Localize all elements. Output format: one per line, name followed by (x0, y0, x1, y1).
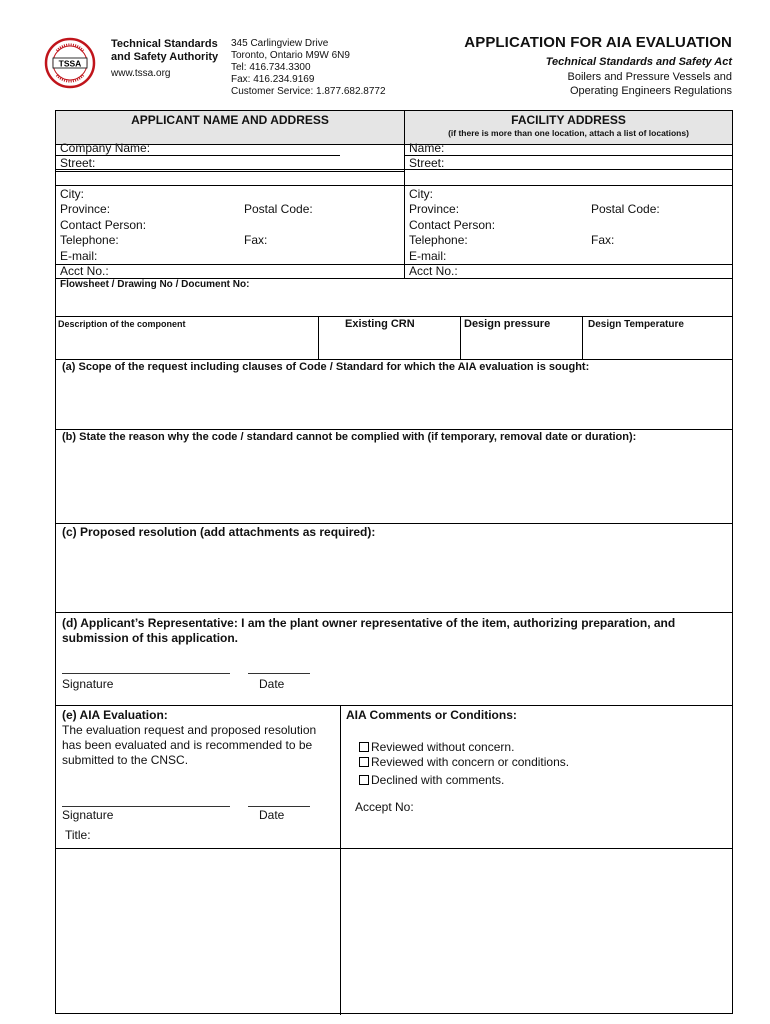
section-b-reason[interactable]: (b) State the reason why the code / standard cannot be complied with (if temporary, removal date or duration): (62, 431, 637, 443)
checkbox-icon[interactable] (359, 742, 369, 752)
facility-acct-no-field[interactable]: Acct No.: (409, 264, 458, 278)
design-pressure-header: Design pressure (464, 318, 551, 330)
facility-postal-code-field[interactable]: Postal Code: (591, 202, 660, 216)
option-reviewed-with-concern[interactable]: Reviewed with concern or conditions. (359, 755, 569, 769)
website-link[interactable]: www.tssa.org (111, 68, 171, 79)
postal-code-field[interactable]: Postal Code: (244, 202, 313, 216)
aia-comments-heading: AIA Comments or Conditions: (346, 708, 517, 722)
aia-date-label: Date (259, 808, 285, 822)
applicant-heading: APPLICANT NAME AND ADDRESS (131, 113, 329, 127)
accept-no-field[interactable]: Accept No: (355, 800, 414, 814)
applicant-signature-label: Signature (62, 677, 114, 691)
fax-field[interactable]: Fax: (244, 233, 268, 247)
aia-signature-line[interactable] (62, 806, 230, 807)
regulation-name: Boilers and Pressure Vessels and Operating Engineers Regulations (567, 71, 732, 97)
facility-heading: FACILITY ADDRESS (511, 113, 626, 127)
street-field[interactable]: Street: (60, 156, 96, 170)
section-d-line2: submission of this application. (62, 631, 239, 645)
facility-contact-person-field[interactable]: Contact Person: (409, 218, 496, 232)
tssa-logo (44, 37, 96, 89)
section-c-resolution[interactable]: (c) Proposed resolution (add attachments as required): (62, 525, 376, 539)
option-reviewed-without-concern[interactable]: Reviewed without concern. (359, 740, 514, 754)
section-d-line1: (d) Applicant’s Representative: I am the plant owner representative of the item, authorizing preparation, and (62, 616, 676, 630)
applicant-date-line[interactable] (248, 673, 310, 674)
design-temperature-header: Design Temperature (588, 319, 684, 330)
company-name-field[interactable]: Company Name: (60, 141, 151, 155)
telephone-field[interactable]: Telephone: (60, 233, 119, 247)
document-title: APPLICATION FOR AIA EVALUATION (464, 34, 732, 51)
applicant-signature-line[interactable] (62, 673, 230, 674)
facility-city-field[interactable]: City: (409, 187, 433, 201)
facility-email-field[interactable]: E-mail: (409, 249, 447, 263)
acct-no-field[interactable]: Acct No.: (60, 264, 109, 278)
aia-title-field[interactable]: Title: (65, 828, 91, 842)
option-declined-with-comments[interactable]: Declined with comments. (359, 773, 504, 787)
facility-fax-field[interactable]: Fax: (591, 233, 615, 247)
email-field[interactable]: E-mail: (60, 249, 98, 263)
checkbox-icon[interactable] (359, 775, 369, 785)
org-address: 345 Carlingview Drive Toronto, Ontario M9W 6N9 Tel: 416.734.3300 Fax: 416.234.9169 Customer Service: 1.877.682.8772 (231, 38, 386, 97)
facility-street-field[interactable]: Street: (409, 156, 445, 170)
aia-date-line[interactable] (248, 806, 310, 807)
city-field[interactable]: City: (60, 187, 84, 201)
act-name: Technical Standards and Safety Act (545, 56, 732, 68)
flowsheet-field[interactable]: Flowsheet / Drawing No / Document No: (60, 279, 250, 290)
aia-signature-label: Signature (62, 808, 114, 822)
section-e-body: The evaluation request and proposed resolution has been evaluated and is recommended to be submitted to the CNSC. (62, 723, 317, 767)
applicant-date-label: Date (259, 677, 285, 691)
section-a-scope[interactable]: (a) Scope of the request including clauses of Code / Standard for which the AIA evaluation is sought: (62, 361, 590, 373)
component-description-header: Description of the component (58, 319, 186, 329)
facility-province-field[interactable]: Province: (409, 202, 460, 216)
facility-note: (if there is more than one location, attach a list of locations) (448, 128, 689, 138)
province-field[interactable]: Province: (60, 202, 111, 216)
section-e-heading: (e) AIA Evaluation: (62, 708, 168, 722)
application-form (55, 110, 733, 1014)
org-name: Technical Standards and Safety Authority (111, 38, 219, 63)
facility-name-field[interactable]: Name: (409, 141, 445, 155)
existing-crn-header: Existing CRN (345, 318, 415, 330)
contact-person-field[interactable]: Contact Person: (60, 218, 147, 232)
facility-telephone-field[interactable]: Telephone: (409, 233, 468, 247)
checkbox-icon[interactable] (359, 757, 369, 767)
logo-text: TSSA (58, 58, 82, 69)
